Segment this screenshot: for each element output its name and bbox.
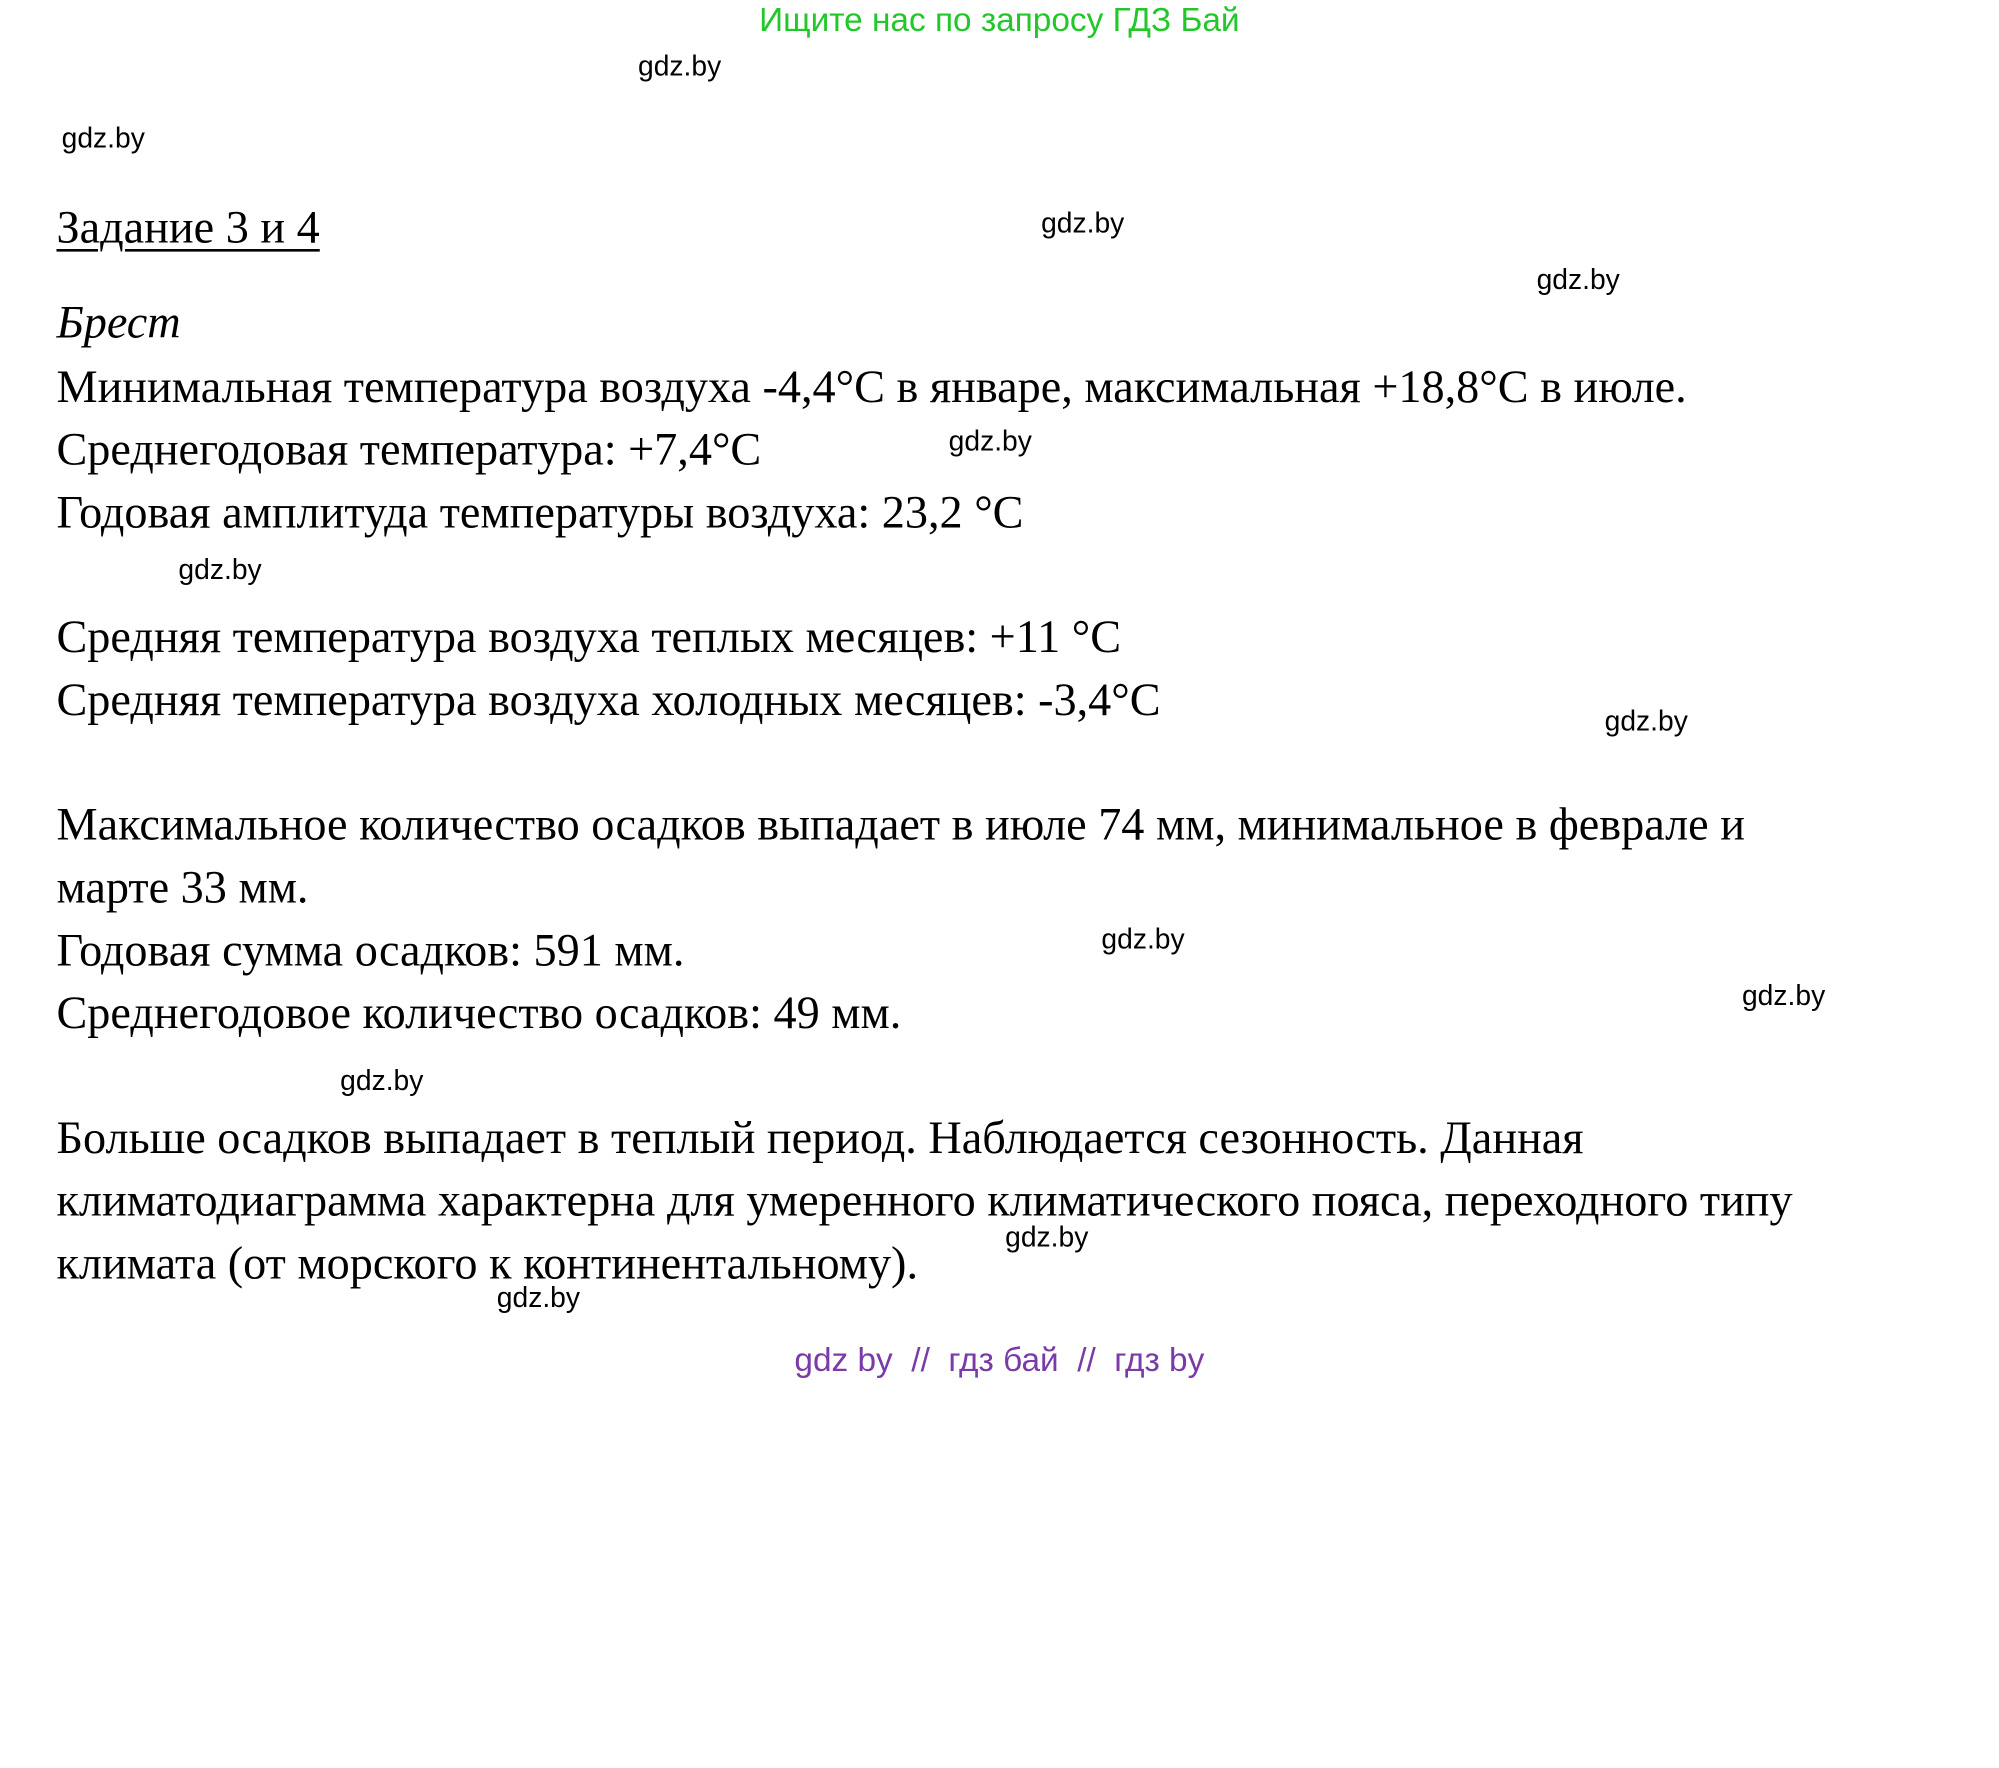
conclusion-line-3: климата (от морского к континентальному). bbox=[56, 1237, 919, 1289]
temperature-annual-mean: Среднегодовая температура: +7,4°С bbox=[56, 423, 762, 475]
watermark: gdz.by bbox=[1101, 922, 1185, 956]
watermark: gdz.by bbox=[61, 121, 145, 155]
watermark: gdz.by bbox=[340, 1064, 424, 1097]
precipitation-max-min-cont: марте 33 мм. bbox=[56, 861, 309, 913]
watermark: gdz.by bbox=[948, 424, 1032, 457]
temperature-warm-months: Средняя температура воздуха теплых месяцев: +11 °С bbox=[56, 611, 1122, 663]
conclusion-line-1: Больше осадков выпадает в теплый период. Наблюдается сезонность. Данная bbox=[56, 1111, 1584, 1164]
task-title: Задание 3 и 4 bbox=[56, 201, 320, 253]
watermark: gdz.by bbox=[1604, 704, 1688, 737]
precipitation-max-min: Максимальное количество осадков выпадает в июле 74 мм, минимальное в феврале и bbox=[56, 798, 1745, 850]
city-name: Брест bbox=[56, 296, 181, 348]
watermark: gdz.by bbox=[1041, 206, 1125, 239]
watermark: gdz.by bbox=[1536, 263, 1620, 296]
precipitation-annual-sum: Годовая сумма осадков: 591 мм. bbox=[56, 924, 685, 976]
footer-links: gdz by // гдз бай // гдз by bbox=[794, 1340, 1205, 1379]
watermark: gdz.by bbox=[1005, 1220, 1089, 1253]
temperature-amplitude: Годовая амплитуда температуры воздуха: 23,2 °С bbox=[56, 486, 1024, 538]
precipitation-annual-mean: Среднегодовое количество осадков: 49 мм. bbox=[56, 987, 902, 1039]
conclusion-line-2: климатодиаграмма характерна для умеренного климатического пояса, переходного типу bbox=[56, 1174, 1793, 1226]
search-banner: Ищите нас по запросу ГДЗ Бай bbox=[759, 0, 1240, 39]
watermark: gdz.by bbox=[178, 553, 262, 586]
temperature-cold-months: Средняя температура воздуха холодных месяцев: -3,4°С bbox=[56, 673, 1161, 726]
temperature-min-max: Минимальная температура воздуха -4,4°С в январе, максимальная +18,8°С в июле. bbox=[56, 360, 1687, 413]
watermark: gdz.by bbox=[1741, 979, 1826, 1012]
watermark: gdz.by bbox=[496, 1281, 581, 1314]
watermark: gdz.by bbox=[637, 50, 722, 83]
